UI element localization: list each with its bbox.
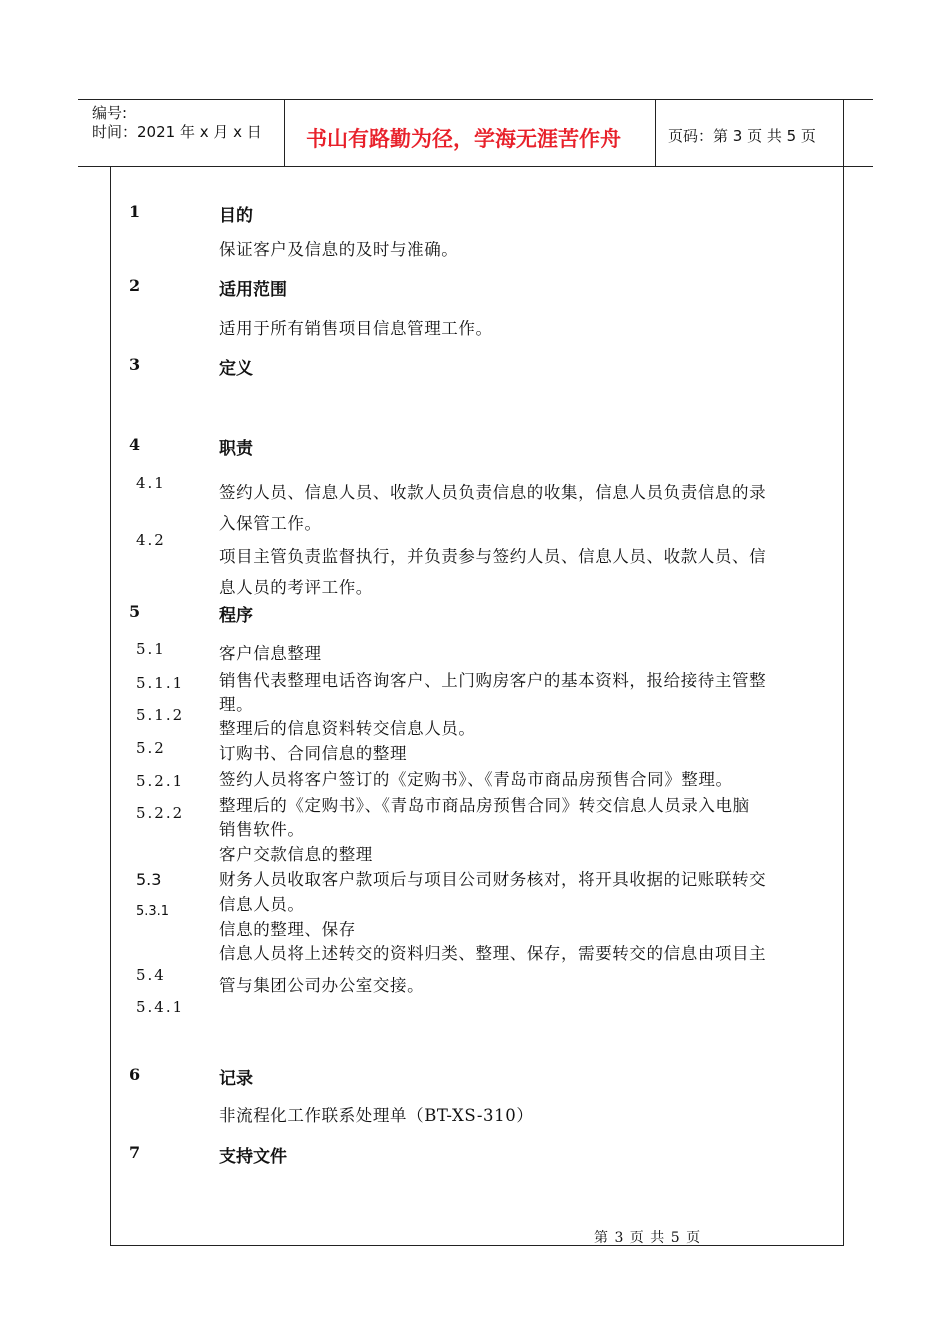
header-divider-1 [284, 99, 285, 167]
section-heading: 记录 [219, 1069, 253, 1089]
section-body: 客户交款信息的整理 [219, 845, 373, 864]
frame-left-border [110, 166, 111, 1246]
header-bottom-border [78, 166, 873, 167]
header-page-label: 页码：第 3 页 共 5 页 [668, 127, 816, 145]
subsection-number: 4.2 [136, 531, 166, 549]
section-heading: 适用范围 [219, 280, 287, 300]
subsection-number: 5.4 [136, 966, 166, 984]
section-heading: 定义 [219, 359, 253, 379]
section-body: 管与集团公司办公室交接。 [219, 976, 425, 995]
section-body: 理。 [219, 695, 254, 714]
section-body: 息人员的考评工作。 [219, 578, 373, 597]
section-body: 整理后的《定购书》、《青岛市商品房预售合同》转交信息人员录入电脑 [219, 796, 750, 815]
section-number: 2 [129, 276, 141, 295]
section-body: 信息的整理、保存 [219, 920, 356, 939]
subsection-number: 4.1 [136, 474, 166, 492]
section-number: 1 [129, 202, 141, 221]
section-body: 销售代表整理电话咨询客户、上门购房客户的基本资料，报给接待主管整 [219, 671, 767, 690]
section-body: 信息人员将上述转交的资料归类、整理、保存，需要转交的信息由项目主 [219, 944, 767, 963]
document-date-label: 时间：2021 年 x 月 x 日 [92, 123, 262, 141]
section-heading: 程序 [219, 606, 253, 626]
section-heading: 支持文件 [219, 1147, 287, 1167]
header-divider-2 [655, 99, 656, 167]
subsection-number: 5.2.2 [136, 804, 185, 822]
section-body: 财务人员收取客户款项后与项目公司财务核对，将开具收据的记账联转交 [219, 870, 767, 889]
section-body: 项目主管负责监督执行，并负责参与签约人员、信息人员、收款人员、信 [219, 547, 767, 566]
section-number: 7 [129, 1143, 141, 1162]
header-motto: 书山有路勤为径，学海无涯苦作舟 [306, 127, 621, 151]
section-body: 信息人员。 [219, 895, 305, 914]
section-heading: 目的 [219, 206, 253, 226]
section-number: 3 [129, 355, 141, 374]
subsection-number: 5.1.1 [136, 674, 185, 692]
subsection-number: 5.1.2 [136, 706, 185, 724]
section-body: 整理后的信息资料转交信息人员。 [219, 719, 476, 738]
section-body: 销售软件。 [219, 820, 305, 839]
section-number: 5 [129, 602, 141, 621]
subsection-number: 5.2.1 [136, 772, 185, 790]
section-body: 入保管工作。 [219, 514, 322, 533]
header-top-border [78, 99, 873, 100]
section-body: 签约人员、信息人员、收款人员负责信息的收集，信息人员负责信息的录 [219, 483, 767, 502]
section-body: 保证客户及信息的及时与准确。 [219, 240, 459, 259]
frame-bottom-border [110, 1245, 844, 1246]
section-number: 4 [129, 435, 141, 454]
subsection-number: 5.1 [136, 640, 166, 658]
section-body: 非流程化工作联系处理单（BT-XS-310） [219, 1106, 534, 1125]
section-body: 适用于所有销售项目信息管理工作。 [219, 319, 493, 338]
section-body: 客户信息整理 [219, 644, 322, 663]
section-body: 签约人员将客户签订的《定购书》、《青岛市商品房预售合同》整理。 [219, 770, 733, 789]
section-heading: 职责 [219, 439, 253, 459]
subsection-number: 5.3.1 [136, 904, 170, 919]
subsection-number: 5.4.1 [136, 998, 185, 1016]
section-number: 6 [129, 1065, 141, 1084]
subsection-number: 5.3 [136, 870, 162, 889]
section-body: 订购书、合同信息的整理 [219, 744, 408, 763]
header-divider-3 [843, 99, 844, 167]
document-code-label: 编号: [92, 104, 128, 122]
subsection-number: 5.2 [136, 739, 166, 757]
frame-right-border [843, 166, 844, 1246]
page-footer: 第 3 页 共 5 页 [594, 1230, 702, 1246]
